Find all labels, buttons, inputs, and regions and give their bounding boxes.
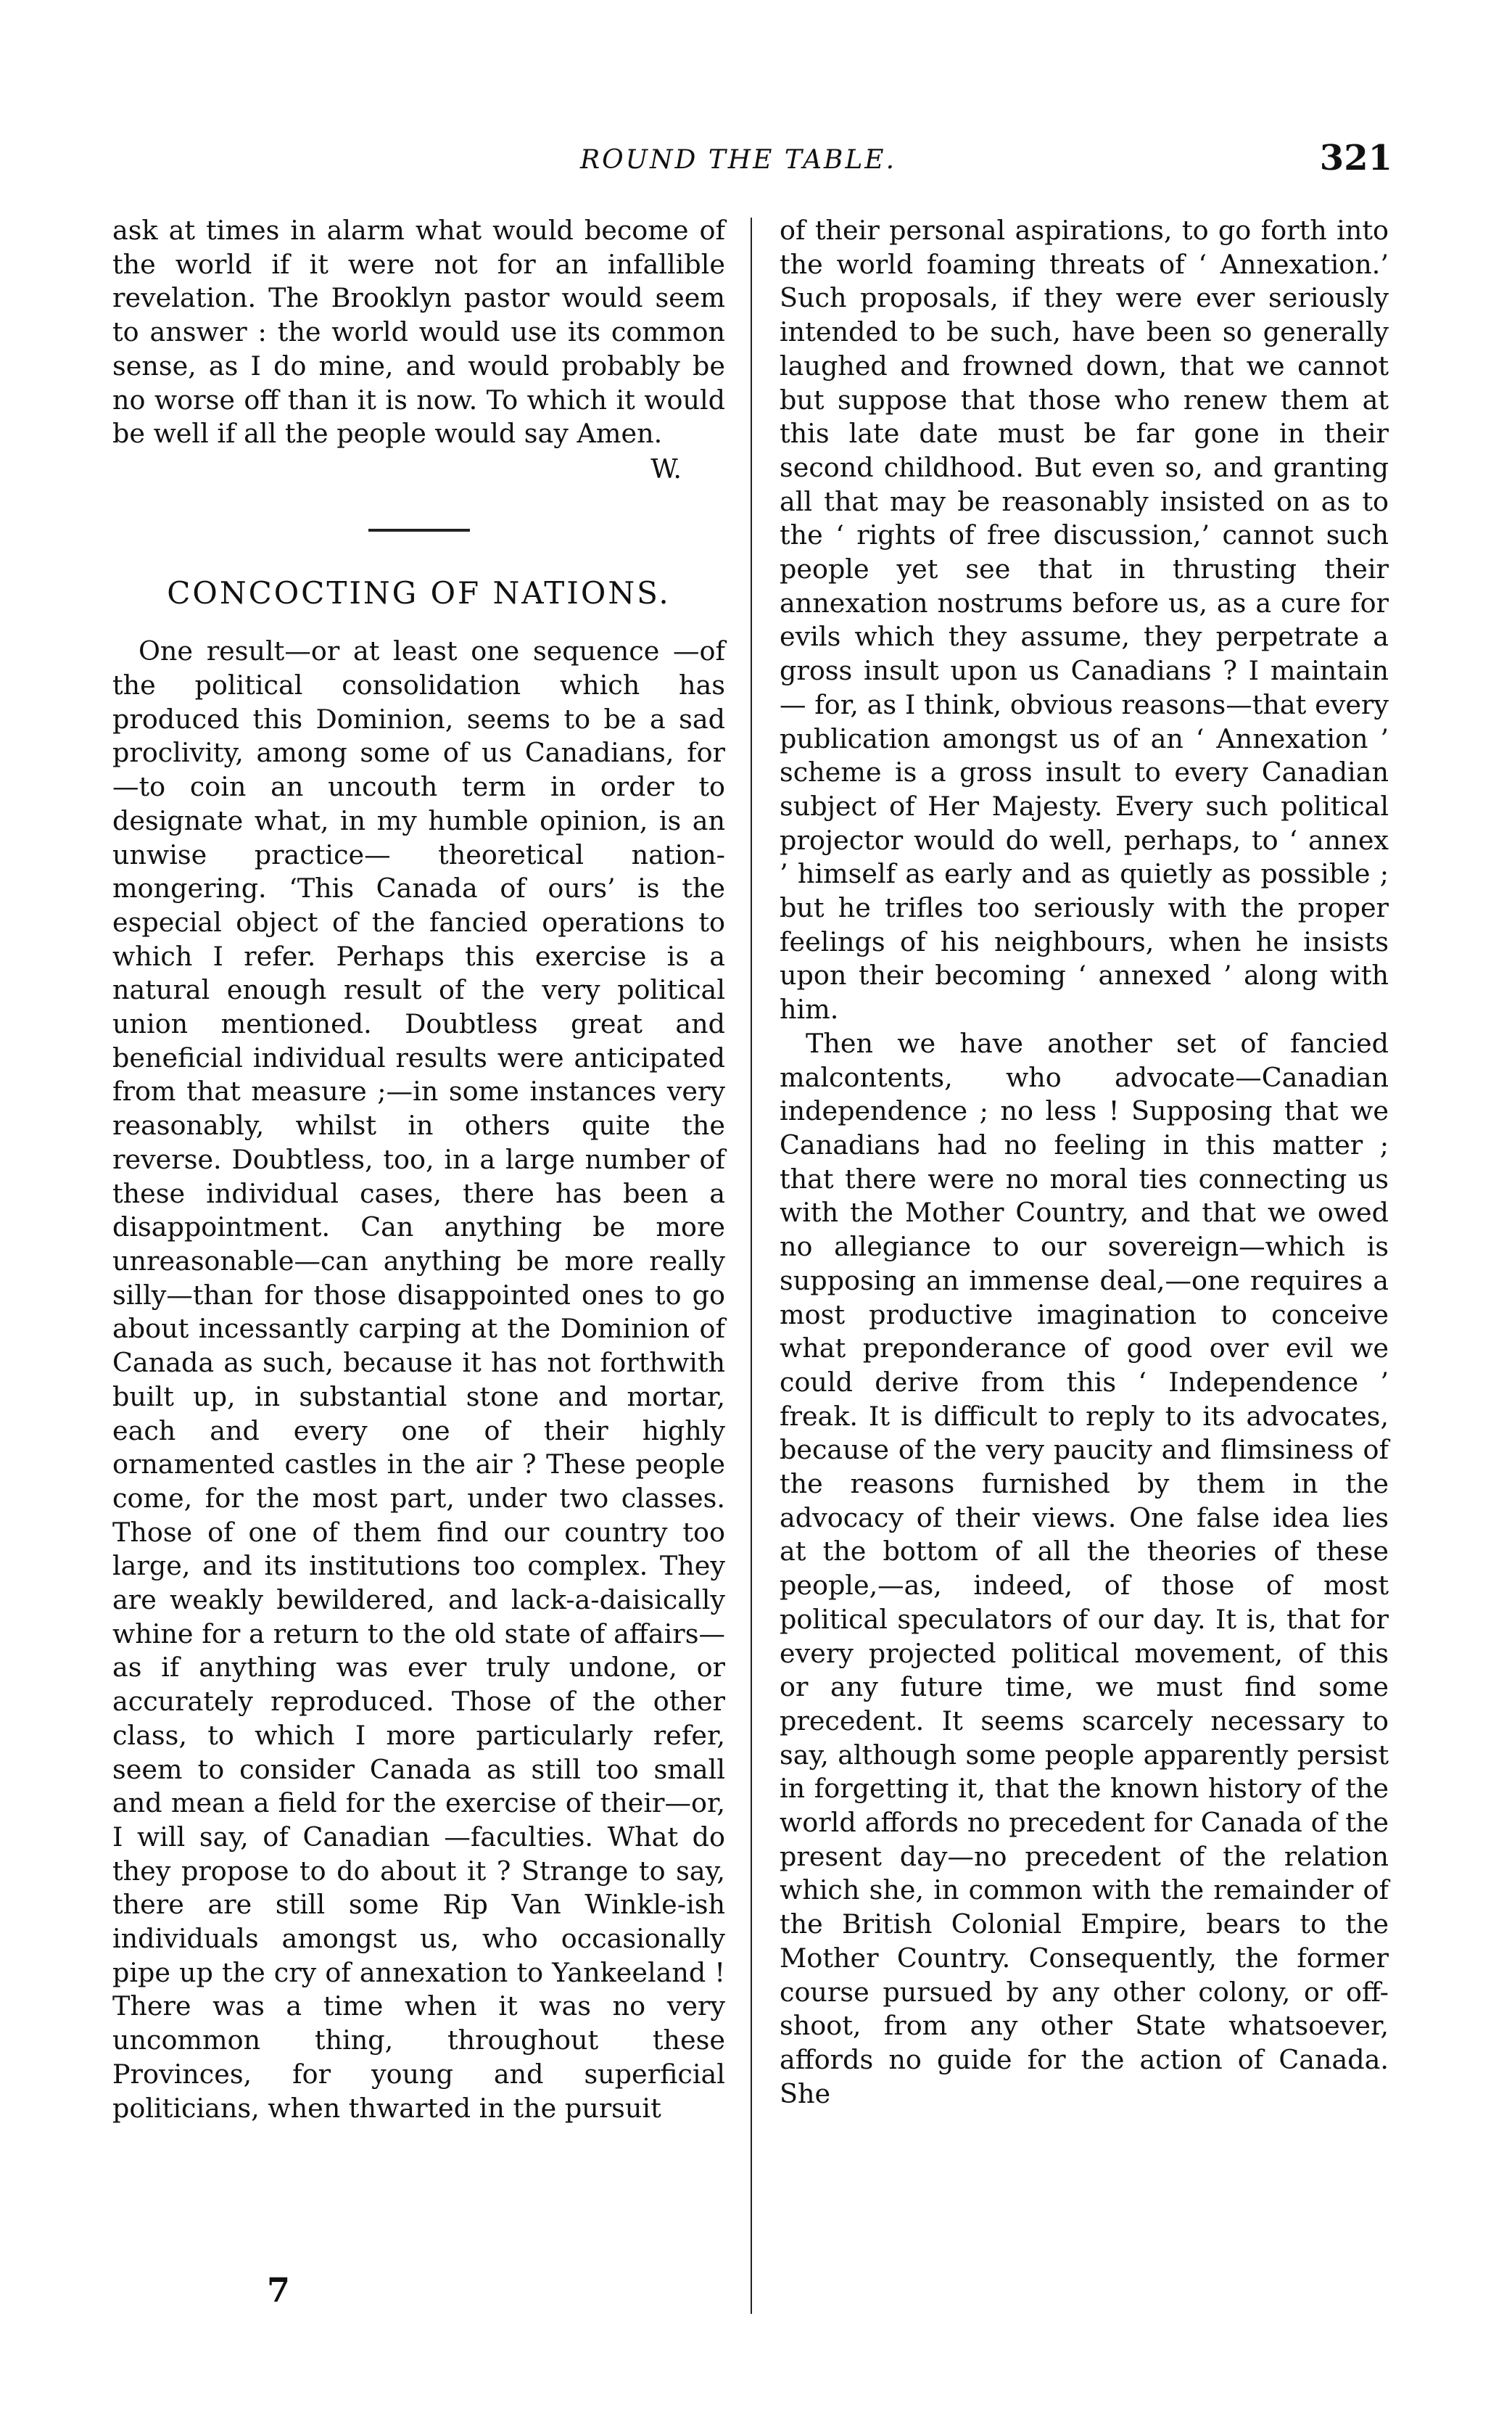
author-signature: W. bbox=[650, 453, 682, 485]
continuation-paragraph: of their personal aspirations, to go forth into the world foaming threats of ‘ Annexation.’ Such proposals, if they were ever seriously intended to be such, have been so generally laughed and frowned down, that we cannot but suppose that those who renew them at this late date must be far gone in their second childhood. But even so, and granting all that may be reasonably insisted on as to the ‘ rights of free discussion,’ cannot such people yet see that in thrusting their annexation nostrums before us, as a cure for evils which they assume, they perpetrate a gross insult upon us Canadians ? I maintain — for, as I think, obvious reasons—that every publication amongst us of an ‘ Annexation ’ scheme is a gross insult to every Canadian subject of Her Majesty. Every such political projector would do well, perhaps, to ‘ annex ’ himself as early and as quietly as possible ; but he trifles too seriously with the proper feelings of his neighbours, when he insists upon their becoming ‘ annexed ’ along with him. bbox=[780, 215, 1389, 1026]
running-header bbox=[116, 138, 1392, 196]
intro-paragraph: ask at times in alarm what would become of the world if it were not for an infallible revelation. The Brooklyn pastor would seem to answer : the world would use its common sense, as I do mine, and would probably be no worse off than it is now. To which it would be well if all the people would say Amen. bbox=[112, 215, 725, 450]
section-separator bbox=[368, 529, 470, 532]
right-column bbox=[780, 214, 1389, 2111]
page-number: 321 bbox=[1319, 138, 1392, 178]
body-paragraph: One result—or at least one sequence —of the political consolidation which has produced this Dominion, seems to be a sad proclivity, among some of us Canadians, for—to coin an uncouth term in order to designate what, in my humble opinion, is an unwise practice— theoretical nation-mongering. ‘This Canada of ours’ is the especial object of the fancied operations to which I refer. Perhaps this exercise is a natural enough result of the very political union mentioned. Doubtless great and beneficial individual results were anticipated from that measure ;—in some instances very reasonably, whilst in others quite the reverse. Doubtless, too, in a large number of these individual cases, there has been a disappointment. Can anything be more unreasonable—can anything be more really silly—than for those disappointed ones to go about incessantly carping at the Dominion of Canada as such, because it has not forthwith built up, in substantial stone and mortar, each and every one of their highly ornamented castles in the air ? These people come, for the most part, under two classes. Those of one of them find our country too large, and its institutions too complex. They are weakly bewildered, and lack-a-daisically whine for a return to the old state of affairs— as if anything was ever truly undone, or accurately reproduced. Those of the other class, to which I more particularly refer, seem to consider Canada as still too small and mean a field for the exercise of their—or, I will say, of Canadian —faculties. What do they propose to do about it ? Strange to say, there are still some Rip Van Winkle-ish individuals amongst us, who occasionally pipe up the cry of annexation to Yankeeland ! There was a time when it was no very uncommon thing, throughout these Provinces, for young and superficial politicians, when thwarted in the pursuit bbox=[112, 635, 725, 2124]
left-column bbox=[112, 214, 725, 2125]
section-title: CONCOCTING OF NATIONS. bbox=[167, 574, 671, 611]
printer-signature-mark: 7 bbox=[267, 2270, 291, 2309]
body-paragraph-2: Then we have another set of fancied malcontents, who advocate—Canadian independence ; no less ! Supposing that we Canadians had no feeling in this matter ; that there were no moral ties connecting us with the Mother Country, and that we owed no allegiance to our sovereign—which is supposing an immense deal,—one requires a most productive imagination to conceive what preponderance of good over evil we could derive from this ‘ Independence ’ freak. It is difficult to reply to its advocates, because of the very paucity and flimsiness of the reasons furnished by them in the advocacy of their views. One false idea lies at the bottom of all the theories of these people,—as, indeed, of those of most political speculators of our day. It is, that for every projected political movement, of this or any future time, we must find some precedent. It seems scarcely necessary to say, although some people apparently persist in forgetting it, that the known history of the world affords no precedent for Canada of the present day—no precedent of the relation which she, in common with the remainder of the British Colonial Empire, bears to the Mother Country. Consequently, the former course pursued by any other colony, or off-shoot, from any other State whatsoever, affords no guide for the action of Canada. She bbox=[780, 1027, 1389, 2109]
running-title: ROUND THE TABLE. bbox=[580, 145, 897, 175]
column-divider bbox=[751, 218, 752, 2314]
